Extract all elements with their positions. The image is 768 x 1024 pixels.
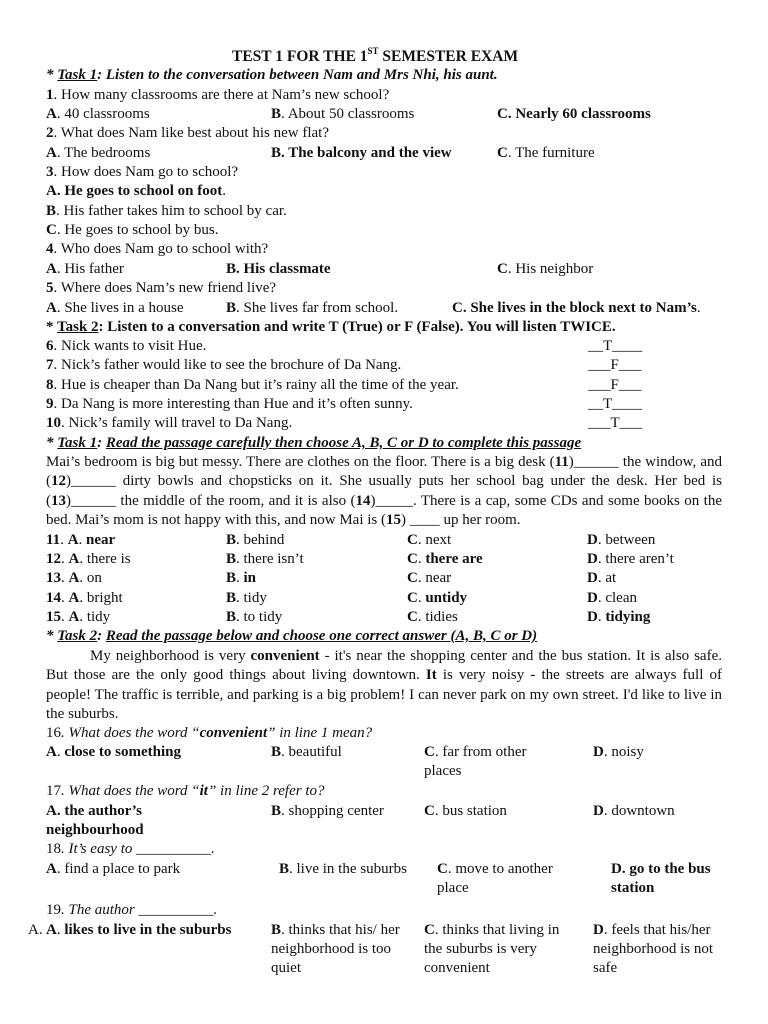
q17-option-a: A. the author’s neighbourhood: [46, 803, 144, 838]
q19-option-c: C. thinks that living in the suburbs is very convenient: [424, 922, 560, 976]
q18-option-c: C. move to another place: [437, 861, 553, 896]
q15-option-d: D. tidying: [587, 609, 651, 625]
q14-option-a: 14. A. bright: [46, 590, 123, 606]
q18-option-a: A. find a place to park: [46, 861, 181, 877]
q2-option-c: C. The furniture: [497, 145, 595, 161]
question-19: 19. The author __________.: [46, 902, 218, 918]
q2-option-a: A. The bedrooms: [46, 145, 151, 161]
q17-option-b: B. shopping center: [271, 803, 384, 819]
q13-option-a: 13. A. on: [46, 570, 102, 586]
statement-7: 7. Nick’s father would like to see the brochure of Da Nang.: [46, 357, 402, 373]
q13-option-d: D. at: [587, 570, 617, 586]
q5-option-c: C. She lives in the block next to Nam’s.: [452, 300, 701, 316]
q4-option-c: C. His neighbor: [497, 261, 594, 277]
q15-option-a: 15. A. tidy: [46, 609, 111, 625]
q18-option-b: B. live in the suburbs: [279, 861, 407, 877]
q2-option-b: B. The balcony and the view: [271, 145, 452, 161]
question-1: 1. How many classrooms are there at Nam’s new school?: [46, 87, 390, 103]
task-label: Task 2: [57, 628, 98, 644]
q17-option-c: C. bus station: [424, 803, 507, 819]
task-label: Task 1: [57, 67, 98, 83]
q19-stray-label: A.: [28, 922, 43, 938]
q4-option-a: A. His father: [46, 261, 124, 277]
answer-6: __T____: [588, 338, 643, 354]
question-18: 18. It’s easy to __________.: [46, 841, 215, 857]
title-superscript: ST: [367, 46, 379, 56]
task-heading-reading-1: * Task 1: Read the passage carefully then choose A, B, C or D to complete this passage: [46, 435, 582, 451]
task-label: Task 1: [57, 435, 98, 451]
question-16: 16. What does the word “convenient” in line 1 mean?: [46, 725, 373, 741]
q1-option-b: B. About 50 classrooms: [271, 106, 415, 122]
q12-option-c: C. there are: [407, 551, 483, 567]
cloze-passage: Mai’s bedroom is big but messy. There are clothes on the floor. There is a big desk (11)______ the window, and (12)______ dirty bowls and chopsticks on it. She usually puts her school bag under the desk. Her bed is (13)______ the middle of the room, and it is also (14)_____. There is a cap, some CDs and some books on the bed. Mai’s mom is not happy with this, and now Mai is (15) ____ up her room.: [46, 454, 722, 528]
q19-option-d: D. feels that his/her neighborhood is not safe: [593, 922, 713, 976]
q19-option-a: A. likes to live in the suburbs: [46, 922, 232, 938]
q16-option-c: C. far from other places: [424, 744, 527, 779]
q15-option-b: B. to tidy: [226, 609, 283, 625]
task-heading-reading-2: * Task 2: Read the passage below and choose one correct answer (A, B, C or D): [46, 628, 538, 644]
q11-option-d: D. between: [587, 532, 656, 548]
answer-7: ___F___: [588, 357, 642, 373]
q14-option-d: D. clean: [587, 590, 637, 606]
q16-option-d: D. noisy: [593, 744, 644, 760]
answer-8: ___F___: [588, 377, 642, 393]
answer-9: __T____: [588, 396, 643, 412]
q17-option-d: D. downtown: [593, 803, 675, 819]
q5-option-a: A. She lives in a house: [46, 300, 184, 316]
question-5: 5. Where does Nam’s new friend live?: [46, 280, 277, 296]
q13-option-b: B. in: [226, 570, 257, 586]
q14-option-c: C. untidy: [407, 590, 468, 606]
q14-option-b: B. tidy: [226, 590, 267, 606]
q3-option-a: A. He goes to school on foot.: [46, 183, 226, 199]
q12-option-d: D. there aren’t: [587, 551, 674, 567]
q11-option-a: 11. A. near: [46, 532, 116, 548]
q4-option-b: B. His classmate: [226, 261, 331, 277]
reading-passage: My neighborhood is very convenient - it's near the shopping center and the bus station. It is also safe. But those are the only good things about living downtown. It is very noisy - the streets are always full of people! The traffic is terrible, and parking is a big problem! I can never park on my own street. I'd like to live in the suburbs.: [46, 648, 722, 722]
q11-option-c: C. next: [407, 532, 452, 548]
question-2: 2. What does Nam like best about his new flat?: [46, 125, 329, 141]
q11-option-b: B. behind: [226, 532, 285, 548]
q16-option-b: B. beautiful: [271, 744, 342, 760]
q1-option-c: C. Nearly 60 classrooms: [497, 106, 651, 122]
q13-option-c: C. near: [407, 570, 452, 586]
q5-option-b: B. She lives far from school.: [226, 300, 399, 316]
task-heading-listening-2: * Task 2: Listen to a conversation and write T (True) or F (False). You will listen TWICE.: [46, 319, 616, 335]
q15-option-c: C. tidies: [407, 609, 458, 625]
task-heading-listening-1: * Task 1: Listen to the conversation between Nam and Mrs Nhi, his aunt.: [46, 67, 498, 83]
statement-10: 10. Nick’s family will travel to Da Nang.: [46, 415, 293, 431]
q1-option-a: A. 40 classrooms: [46, 106, 150, 122]
answer-10: ___T___: [588, 415, 643, 431]
task-label: Task 2: [56, 319, 99, 335]
question-4: 4. Who does Nam go to school with?: [46, 241, 269, 257]
q16-option-a: A. close to something: [46, 744, 181, 760]
q3-option-c: C. He goes to school by bus.: [46, 222, 219, 238]
statement-9: 9. Da Nang is more interesting than Hue and it’s often sunny.: [46, 396, 413, 412]
q18-option-d: D. go to the bus station: [611, 861, 711, 896]
question-3: 3. How does Nam go to school?: [46, 164, 239, 180]
q3-option-b: B. His father takes him to school by car.: [46, 203, 287, 219]
statement-6: 6. Nick wants to visit Hue.: [46, 338, 207, 354]
q12-option-a: 12. A. there is: [46, 551, 131, 567]
statement-8: 8. Hue is cheaper than Da Nang but it’s rainy all the time of the year.: [46, 377, 459, 393]
q12-option-b: B. there isn’t: [226, 551, 304, 567]
page-title: TEST 1 FOR THE 1ST SEMESTER EXAM: [232, 46, 519, 65]
question-17: 17. What does the word “it” in line 2 refer to?: [46, 783, 325, 799]
q19-option-b: B. thinks that his/ her neighborhood is too quiet: [271, 922, 400, 976]
